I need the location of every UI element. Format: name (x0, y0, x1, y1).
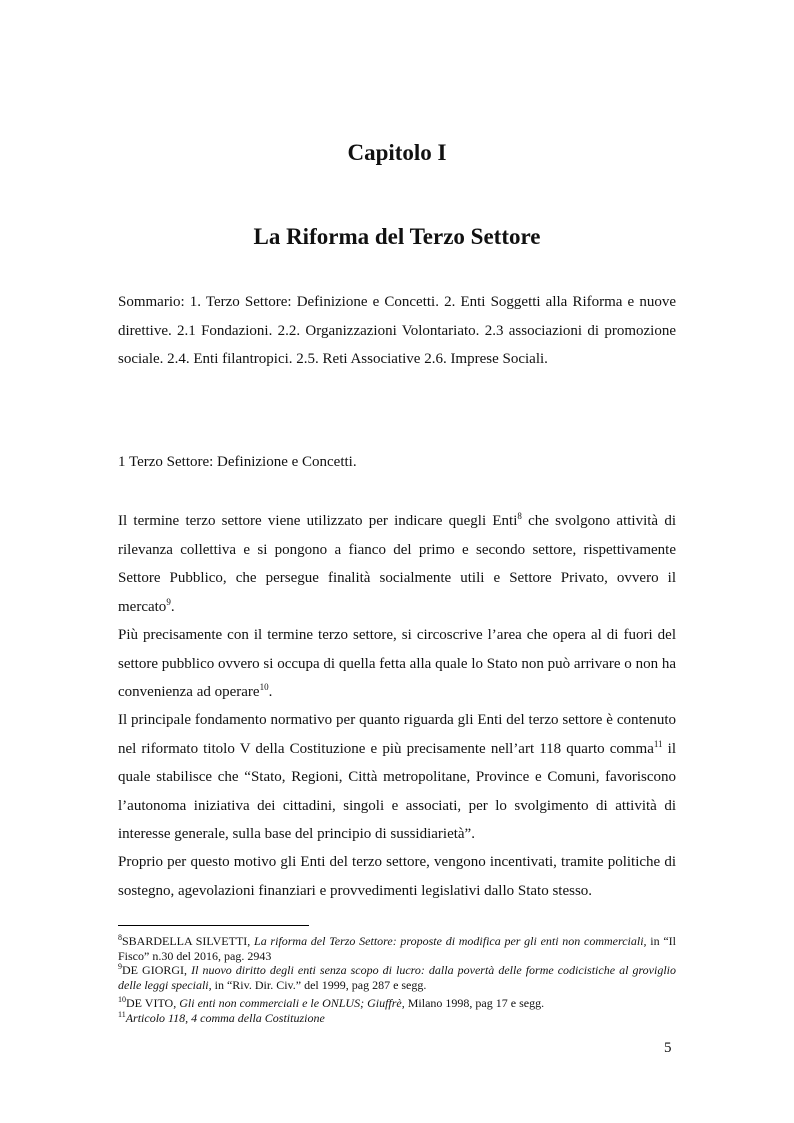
summary: Sommario: 1. Terzo Settore: Definizione e Concetti. 2. Enti Soggetti alla Riforma e nuove direttive. 2.1 Fondazioni. 2.2. Organizzazioni Volontariato. 2.3 associazioni di promozione sociale. 2.4. Enti filantropici. 2.5. Reti Associative 2.6. Imprese Sociali. (118, 294, 676, 367)
footnote-number: 11 (118, 1010, 126, 1019)
footnote-author: DE VITO, (126, 996, 180, 1010)
footnote-title: Il nuovo diritto degli enti senza scopo di lucro: dalla povertà delle forme codicistiche al groviglio delle leggi speciali, (118, 963, 676, 992)
footnote-source: in “Il Fisco” n.30 del 2016, pag. 2943 (118, 934, 676, 963)
section-heading: 1 Terzo Settore: Definizione e Concetti. (118, 454, 357, 470)
footnote-source: Milano 1998, pag 17 e segg. (404, 996, 545, 1010)
text-run: Il termine terzo settore viene utilizzato per indicare quegli Enti (118, 513, 518, 529)
footnote-number: 10 (118, 995, 126, 1004)
footnote-separator (118, 925, 309, 926)
text-run: Più precisamente con il termine terzo settore, si circoscrive l’area che opera al di fuori del settore pubblico ovvero si occupa di quella fetta alla quale lo Stato non può arrivare o non ha convenienza ad operare (118, 627, 676, 700)
footnote (118, 963, 676, 992)
text-run: . (170, 598, 175, 615)
body-paragraph (118, 706, 676, 849)
footnote-ref[interactable]: 10 (259, 682, 269, 692)
footnote-title: Gli enti non commerciali e le ONLUS; Giuffrè, (179, 996, 405, 1010)
footnote-title: La riforma del Terzo Settore: proposte di modifica per gli enti non commerciali, (254, 934, 647, 948)
text-run: che svolgono attività di rilevanza collettiva e si pongono a fianco del primo e secondo settore, rispettivamente Settore Pubblico, che persegue finalità socialmente utili e Settore Privato, ovvero il mercato (118, 513, 676, 615)
footnote-ref[interactable]: 11 (653, 738, 663, 749)
body-paragraph (118, 621, 676, 707)
text-run: Il principale fondamento normativo per quanto riguarda gli Enti del terzo settore è contenuto nel riformato titolo V della Costituzione e più precisamente nell’art 118 quarto comma (118, 712, 676, 757)
page-number: 5 (664, 1040, 672, 1056)
footnote-ref[interactable]: 9 (166, 596, 171, 607)
chapter-heading: Capitolo I (347, 140, 447, 165)
footnote (118, 996, 676, 1011)
footnote-ref[interactable]: 8 (517, 511, 522, 521)
footnote-author: SBARDELLA SILVETTI, (122, 934, 255, 948)
body-paragraph (118, 507, 676, 621)
chapter-title: La Riforma del Terzo Settore (253, 224, 541, 249)
footnote (118, 934, 676, 963)
footnote-author: DE GIORGI, (122, 963, 192, 977)
footnote-number: 8 (118, 933, 122, 942)
body-paragraph: Proprio per questo motivo gli Enti del terzo settore, vengono incentivati, tramite politiche di sostegno, agevolazioni finanziari e provvedimenti legislativi dallo Stato stesso. (118, 854, 676, 899)
footnote-source: in “Riv. Dir. Civ.” del 1999, pag 287 e segg. (211, 977, 427, 992)
footnote-number: 9 (118, 962, 122, 971)
footnote (118, 1011, 676, 1026)
footnote-title: Articolo 118, 4 comma della Costituzione (125, 1011, 325, 1025)
text-run: il quale stabilisce che “Stato, Regioni, Città metropolitane, Province e Comuni, favoriscono l’autonoma iniziativa dei cittadini, singoli e associati, per lo svolgimento di attività di interesse generale, sulla base del principio di sussidiarietà”. (118, 740, 676, 842)
text-run: . (268, 684, 273, 700)
